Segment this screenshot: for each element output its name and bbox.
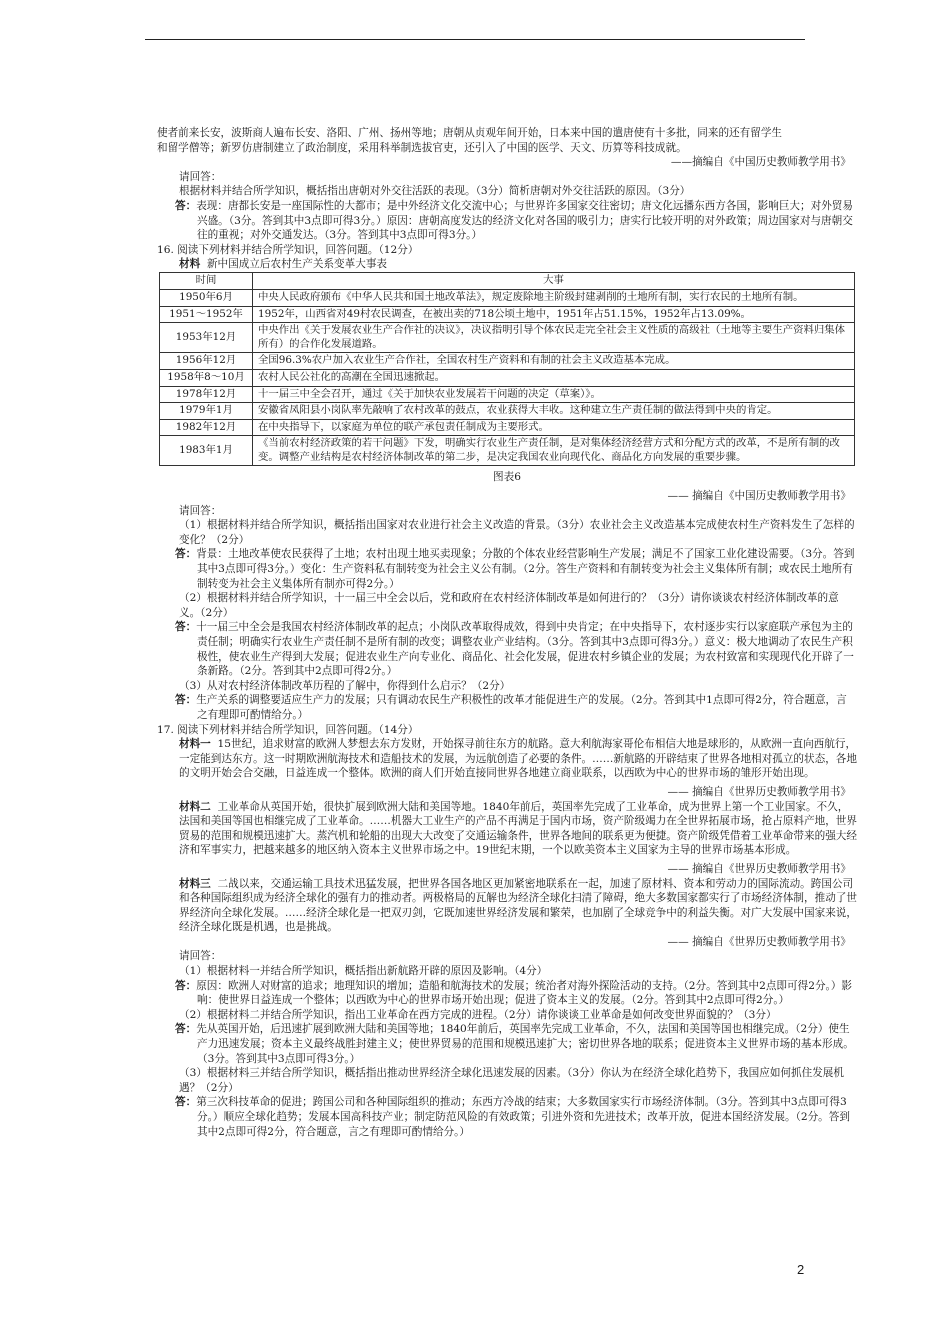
table-caption: 图表6 bbox=[493, 471, 521, 484]
row-event: 十一届三中全会召开，通过《关于加快农业发展若干问题的决定（草案）》。 bbox=[253, 386, 855, 403]
answer-label: 答： bbox=[175, 621, 197, 634]
q16-material-title bbox=[157, 257, 857, 272]
table-row bbox=[160, 323, 855, 353]
table-row bbox=[160, 306, 855, 323]
q17-material-2-source: —— 摘编自《世界历史教师教学用书》 bbox=[667, 862, 851, 875]
q16-source: —— 摘编自《中国历史教师教学用书》 bbox=[667, 490, 851, 503]
material-2-label: 材料二 bbox=[179, 800, 211, 813]
answer-label: 答： bbox=[175, 979, 197, 992]
q17-answer1-text: 原因：欧洲人对财富的追求；地理知识的增加；造船和航海技术的发展；统治者对海外探险活动的支持。（2分。答到其中2点即可得2分。）影响：使世界日益连成一个整体；以西欧为中心的世界市场开始出现；促进了资本主义的发展。（2分。答到其中2点即可得2分。） bbox=[196, 979, 853, 1007]
material-1-text: 15世纪，追求财富的欧洲人梦想去东方发财，开始探寻前往东方的航路。意大利航海家哥伦布相信大地是球形的，从欧洲一直向西航行，一定能到达东方。这一时期欧洲航海技术和造船技术的发展，为远航创造了必要的条件。……新航路的开辟结束了世界各地相对孤立的状态，各地的文明开始会合交融，日益连成一个整体。欧洲的商人们开始直接同世界各地建立商业联系，以西欧为中心的世界市场的雏形开始出现。 bbox=[179, 738, 857, 780]
q16-answer2-text: 十一届三中全会是我国农村经济体制改革的起点；小岗队改革取得成效，得到中央肯定；在中央指导下，农村逐步实行以家庭联产承包为主的责任制；明确实行农业生产责任制不是所有制的改变；调整农业产业结构。（3分。答到其中3点即可得3分。）意义：极大地调动了农民生产积极性，使农业生产得到大发展；促进农业生产向专业化、商品化、社会化发展，促进农村乡镇企业的发展；为农村致富和实现现代化开辟了一条新路。（2分。答到其中2点即可得2分。） bbox=[196, 621, 854, 678]
table-row bbox=[160, 369, 855, 386]
row-event: 农村人民公社化的高潮在全国迅速掀起。 bbox=[253, 369, 855, 386]
intro-source: ——摘编自《中国历史教师教学用书》 bbox=[670, 156, 851, 169]
q16-answer1 bbox=[157, 547, 857, 591]
q17-sub2: （2）根据材料二并结合所学知识，指出工业革命在西方完成的进程。（2分）请你谈谈工业革命是如何改变世界面貌的？（3分） bbox=[179, 1008, 777, 1021]
row-time: 1982年12月 bbox=[160, 419, 253, 436]
events-table bbox=[159, 272, 855, 467]
q17-answer3 bbox=[157, 1095, 857, 1139]
table-row bbox=[160, 419, 855, 436]
q15-question: 根据材料并结合所学知识，概括指出唐朝对外交往活跃的表现。（3分）简析唐朝对外交往活跃的原因。（3分） bbox=[179, 185, 691, 198]
row-event: 安徽省凤阳县小岗队率先敲响了农村改革的鼓点，农业获得大丰收。这种建立生产责任制的做法得到中央的肯定。 bbox=[253, 403, 855, 420]
row-time: 1956年12月 bbox=[160, 353, 253, 370]
answer-label: 答： bbox=[175, 694, 197, 707]
answer-label: 答： bbox=[175, 548, 197, 561]
intro-line-2: 和留学僧等；新罗仿唐制建立了政治制度，采用科举制选拔官吏，还引入了中国的医学、天文、历算等科技成就。 bbox=[157, 141, 687, 154]
document-body bbox=[157, 126, 857, 1139]
q17-material-1-source: —— 摘编自《世界历史教师教学用书》 bbox=[667, 785, 851, 798]
q17-heading: 17. 阅读下列材料并结合所学知识，回答问题。（14分） bbox=[157, 723, 419, 736]
q16-answer3 bbox=[157, 693, 857, 722]
material-3-label: 材料三 bbox=[179, 877, 211, 890]
row-time: 1950年6月 bbox=[160, 289, 253, 306]
q17-sub1: （1）根据材料一并结合所学知识，概括指出新航路开辟的原因及影响。（4分） bbox=[179, 965, 548, 978]
row-time: 1958年8～10月 bbox=[160, 369, 253, 386]
answer-label: 答： bbox=[175, 1023, 197, 1036]
q16-heading: 16. 阅读下列材料并结合所学知识，回答问题。（12分） bbox=[157, 243, 419, 256]
q16-sub1: （1）根据材料并结合所学知识，概括指出国家对农业进行社会主义改造的背景。（3分）农业社会主义改造基本完成使农村生产资料发生了怎样的变化？（2分） bbox=[179, 519, 855, 546]
q17-answer1 bbox=[157, 979, 857, 1008]
table-row bbox=[160, 289, 855, 306]
row-event: 中央人民政府颁布《中华人民共和国土地改革法》，规定废除地主阶级封建剥削的土地所有制，实行农民的土地所有制。 bbox=[253, 289, 855, 306]
q17-answer3-text: 第三次科技革命的促进；跨国公司和各种国际组织的推动；东西方冷战的结束；大多数国家实行市场经济体制。（3分。答到其中3点即可得3分。）顺应全球化趋势；发展本国高科技产业；制定防范风险的有效政策；引进外资和先进技术；改革开放，促进本国经济发展。（2分。答到其中2点即可得2分，符合题意，言之有理即可酌情给分。） bbox=[196, 1096, 850, 1138]
table-row bbox=[160, 386, 855, 403]
q17-prompt-label: 请回答： bbox=[179, 950, 222, 963]
q15-answer-label: 答： bbox=[175, 199, 197, 212]
events-table-header bbox=[160, 272, 855, 289]
q16-answer1-text: 背景：土地改革使农民获得了土地；农村出现土地买卖现象；分散的个体农业经营影响生产发展；满足不了国家工业化建设需要。（3分。答到其中3点即可得3分。）变化：生产资料私有制转变为社会主义公有制。（2分。答生产资料和有制转变为社会主义集体所有制；或农民土地所有制转变为社会主义集体所有制亦可得2分。） bbox=[196, 548, 855, 590]
q16-prompt-label: 请回答： bbox=[179, 504, 222, 517]
row-time: 1953年12月 bbox=[160, 323, 253, 353]
material-1-label: 材料一 bbox=[179, 738, 211, 751]
header-rule bbox=[145, 39, 805, 40]
page-number: 2 bbox=[797, 1262, 805, 1277]
q16-sub3: （3）从对农村经济体制改革历程的了解中，你得到什么启示？（2分） bbox=[179, 679, 511, 692]
q17-answer2 bbox=[157, 1022, 857, 1066]
q16-material-label: 材料 bbox=[179, 258, 201, 271]
table-row bbox=[160, 353, 855, 370]
material-3-text: 二战以来，交通运输工具技术迅猛发展，把世界各国各地区更加紧密地联系在一起，加速了原材料、资本和劳动力的国际流动。跨国公司和各种国际组织成为经济全球化的强有力的推动者。两极格局的瓦解也为经济全球化扫清了障碍，绝大多数国家都实行了市场经济体制，推动了世界经济向全球化发展。……经济全球化是一把双刃剑，它既加速世界经济发展和繁荣，也加剧了全球竞争中的利益失衡。对广大发展中国家来说，经济全球化既是机遇，也是挑战。 bbox=[179, 877, 857, 934]
material-2-text: 工业革命从英国开始，很快扩展到欧洲大陆和美国等地。1840年前后，英国率先完成了工业革命，成为世界上第一个工业国家。不久，法国和美国等国也相继完成了工业革命。……机器大工业生产的产品不再满足于国内市场，资产阶级竭力在全世界拓展市场，抢占原料产地，世界贸易的范围和规模迅速扩大。蒸汽机和轮船的出现大大改变了交通运输条件，世界各地间的联系更为便捷。资产阶级凭借着工业革命带来的强大经济和军事实力，把越来越多的地区纳入资本主义世界市场之中。19世纪末期，一个以欧美资本主义国家为主导的世界市场基本形成。 bbox=[179, 800, 857, 857]
q15-prompt-label: 请回答： bbox=[179, 170, 222, 183]
row-event: 中央作出《关于发展农业生产合作社的决议》，决议指明引导个体农民走完全社会主义性质的高级社（土地等主要生产资料归集体所有）的合作化发展道路。 bbox=[253, 323, 855, 353]
answer-label: 答： bbox=[175, 1096, 197, 1109]
q16-material-title-text: 新中国成立后农村生产关系变革大事表 bbox=[206, 258, 388, 271]
row-event: 全国96.3%农户加入农业生产合作社，全国农村生产资料和有制的社会主义改造基本完成。 bbox=[253, 353, 855, 370]
q16-answer2 bbox=[157, 620, 857, 678]
table-row bbox=[160, 436, 855, 466]
row-time: 1951～1952年 bbox=[160, 306, 253, 323]
row-time: 1979年1月 bbox=[160, 403, 253, 420]
q16-sub2: （2）根据材料并结合所学知识，十一届三中全会以后，党和政府在农村经济体制改革是如何进行的？（3分）请你谈谈农村经济体制改革的意义。（2分） bbox=[179, 592, 839, 619]
q17-sub3: （3）根据材料三并结合所学知识，概括指出推动世界经济全球化迅速发展的因素。（3分）你认为在经济全球化趋势下，我国应如何抓住发展机遇？（2分） bbox=[179, 1067, 844, 1094]
row-time: 1978年12月 bbox=[160, 386, 253, 403]
q17-material-3-source: —— 摘编自《世界历史教师教学用书》 bbox=[667, 935, 851, 948]
row-event: 1952年，山西省对49村农民调查，在被出卖的718公顷土地中，1951年占51.15%，1952年占13.09%。 bbox=[253, 306, 855, 323]
q15-answer bbox=[157, 199, 857, 243]
intro-line-1: 使者前来长安，波斯商人遍布长安、洛阳、广州、扬州等地；唐朝从贞观年间开始，日本来中国的遣唐使有十多批，同来的还有留学生 bbox=[157, 127, 783, 139]
header-time: 时间 bbox=[160, 272, 253, 289]
q17-answer2-text: 先从英国开始，后迅速扩展到欧洲大陆和美国等地；1840年前后，英国率先完成工业革命，不久，法国和美国等国也相继完成。（2分）使生产力迅速发展；资本主义最终战胜封建主义；使世界贸易的范围和规模迅速扩大；密切世界各地的联系；促进资本主义世界市场的基本形成。（3分。答到其中3点即可得3分。） bbox=[196, 1023, 854, 1065]
row-event: 在中央指导下，以家庭为单位的联产承包责任制成为主要形式。 bbox=[253, 419, 855, 436]
q17-material-3 bbox=[157, 877, 857, 935]
q15-answer-text: 表现：唐都长安是一座国际性的大都市；是中外经济文化交流中心；与世界许多国家交往密切；唐文化远播东西方各国，影响巨大；对外贸易兴盛。（3分。答到其中3点即可得3分。）原因：唐朝高度发达的经济文化对各国的吸引力；唐实行比较开明的对外政策；周边国家对与唐朝交往的重视；对外交通发达。（3分。答到其中3点即可得3分。） bbox=[196, 199, 853, 242]
row-event: 《当前农村经济政策的若干问题》下发，明确实行农业生产责任制，是对集体经济经营方式和分配方式的改革，不是所有制的改变。调整产业结构是农村经济体制改革的第二步，是决定我国农业向现代化、商品化方向发展的重要步骤。 bbox=[253, 436, 855, 466]
table-row bbox=[160, 403, 855, 420]
header-event: 大事 bbox=[253, 272, 855, 289]
row-time: 1983年1月 bbox=[160, 436, 253, 466]
q17-material-1 bbox=[157, 737, 857, 781]
q17-material-2 bbox=[157, 800, 857, 858]
q16-answer3-text: 生产关系的调整要适应生产力的发展；只有调动农民生产积极性的改革才能促进生产的发展。（2分。答到其中1点即可得2分，符合题意，言之有理即可酌情给分。） bbox=[196, 694, 847, 721]
